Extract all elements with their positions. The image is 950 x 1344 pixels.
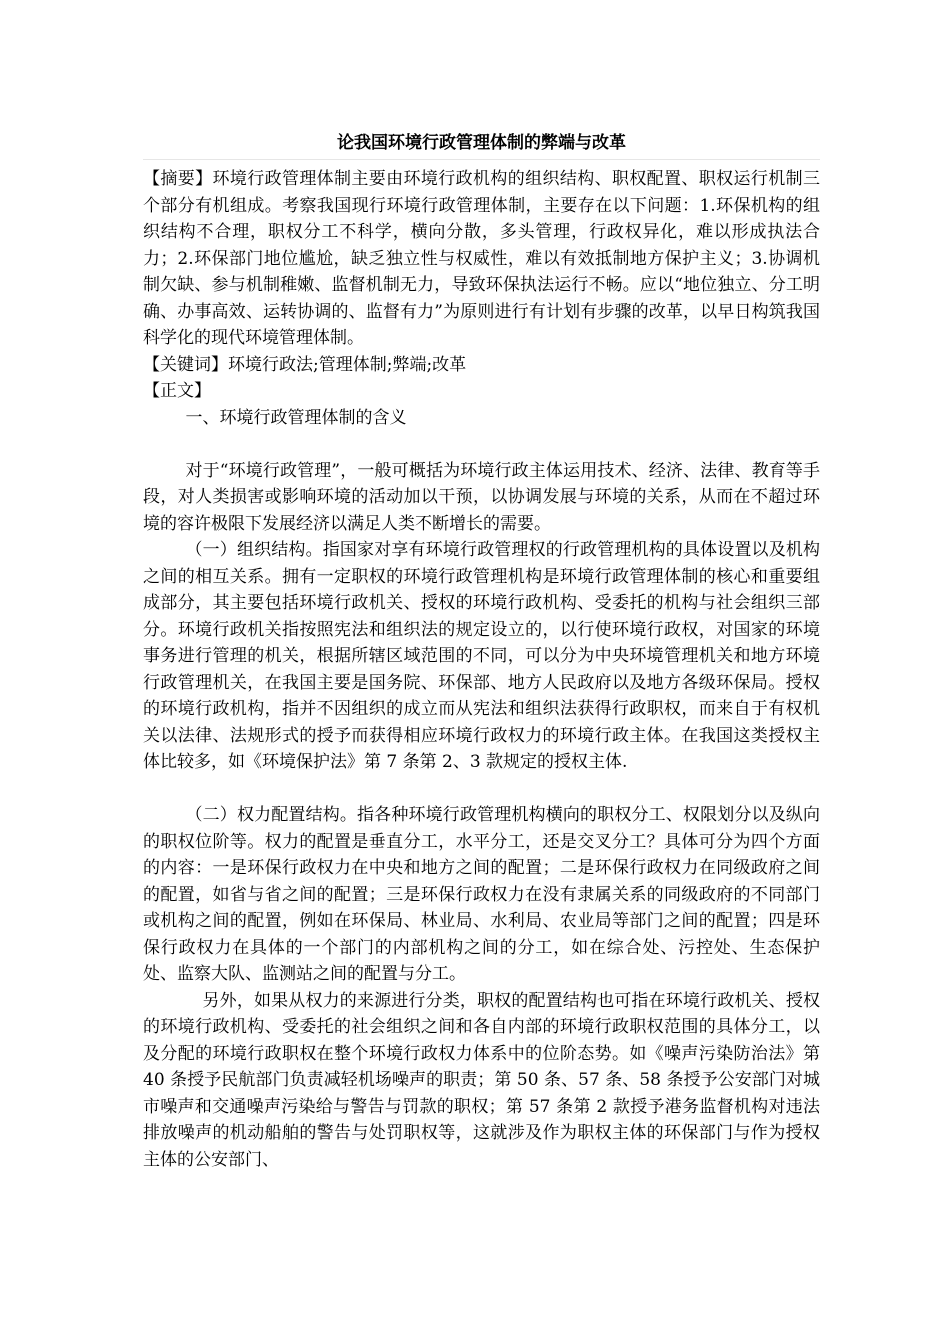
section-heading: 一、环境行政管理体制的含义: [185, 407, 407, 428]
blank-line: [143, 776, 820, 803]
paragraph-power-allocation: （二）权力配置结构。指各种环境行政管理机构横向的职权分工、权限划分以及纵向的职权位阶等。权力的配置是垂直分工，水平分工，还是交叉分工？具体可分为四个方面的内容：一是环保行政权力在中央和地方之间的配置；二是环保行政权力在同级政府之间的配置，如省与省之间的配置；三是环保行政权力在没有隶属关系的同级政府的不同部门或机构之间的配置，例如在环保局、林业局、水利局、农业局等部门之间的配置；四是环保行政权力在具体的一个部门的内部机构之间的分工，如在综合处、污控处、生态保护处、监察大队、监测站之间的配置与分工。: [143, 805, 820, 984]
body-label: 【正文】: [143, 381, 211, 401]
blank-line: [143, 431, 820, 458]
paragraph-definition: 对于“环境行政管理”，一般可概括为环境行政主体运用技术、经济、法律、教育等手段，对人类损害或影响环境的活动加以干预，以协调发展与环境的关系，从而在不超过环境的容许极限下发展经济以满足人类不断增长的需要。: [143, 460, 820, 534]
keywords-line: 【关键词】环境行政法;管理体制;弊端;改革: [143, 354, 467, 375]
title-divider: [143, 159, 820, 160]
abstract-paragraph: 【摘要】环境行政管理体制主要由环境行政机构的组织结构、职权配置、职权运行机制三个部分有机组成。考察我国现行环境行政管理体制，主要存在以下问题：1.环保机构的组织结构不合理，职权分工不科学，横向分散，多头管理，行政权异化，难以形成执法合力；2.环保部门地位尴尬，缺乏独立性与权威性，难以有效抵制地方保护主义；3.协调机制欠缺、参与机制稚嫩、监督机制无力，导致环保执法运行不畅。应以“地位独立、分工明确、办事高效、运转协调的、监督有力”为原则进行有计划有步骤的改革，以早日构筑我国科学化的现代环境管理体制。: [143, 169, 820, 348]
paragraph-power-source: 另外，如果从权力的来源进行分类，职权的配置结构也可指在环境行政机关、授权的环境行政机构、受委托的社会组织之间和各自内部的环境行政职权范围的具体分工，以及分配的环境行政职权在整个环境行政权力体系中的位阶态势。如《噪声污染防治法》第 40 条授予民航部门负责减轻机场噪声的职责；第 50 条、57 条、58 条授予公安部门对城市噪声和交通噪声污染给与警告与罚款的职权；第 57 条第 2 款授予港务监督机构对违法排放噪声的机动船舶的警告与处罚职权等，这就涉及作为职权主体的环保部门与作为授权主体的公安部门、: [143, 990, 820, 1170]
document-page: [143, 131, 820, 1173]
document-title: 论我国环境行政管理体制的弊端与改革: [337, 133, 626, 153]
document-body: [143, 166, 820, 1173]
paragraph-organization-structure: （一）组织结构。指国家对享有环境行政管理权的行政管理机构的具体设置以及机构之间的相互关系。拥有一定职权的环境行政管理机构是环境行政管理体制的核心和重要组成部分，其主要包括环境行政机关、授权的环境行政机构、受委托的机构与社会组织三部分。环境行政机关指按照宪法和组织法的规定设立的，以行使环境行政权，对国家的环境事务进行管理的机关，根据所辖区域范围的不同，可以分为中央环境管理机关和地方环境行政管理机关，在我国主要是国务院、环保部、地方人民政府以及地方各级环保局。授权的环境行政机构，指并不因组织的成立而从宪法和组织法获得行政职权，而来自于有权机关以法律、法规形式的授予而获得相应环境行政权力的环境行政主体。在我国这类授权主体比较多，如《环境保护法》第 7 条第 2、3 款规定的授权主体.: [143, 540, 820, 772]
